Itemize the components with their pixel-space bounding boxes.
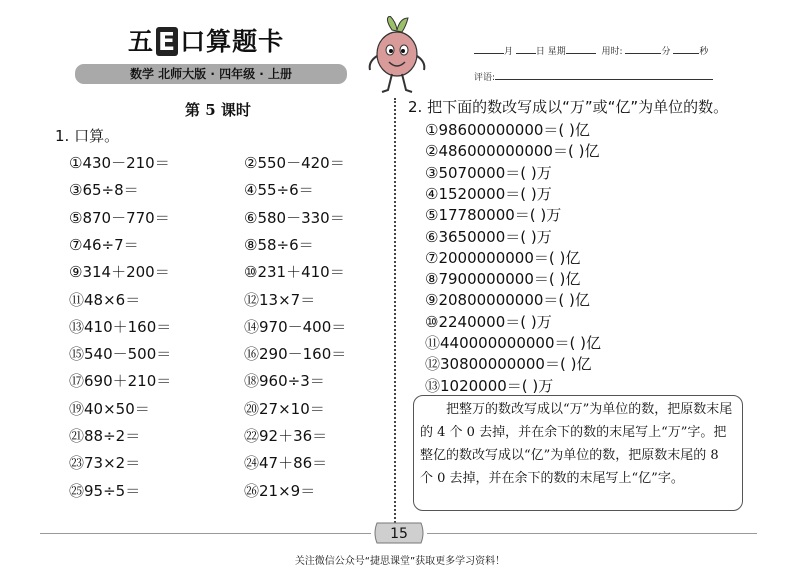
- page-number-badge: [371, 521, 427, 545]
- seconds-blank[interactable]: [673, 53, 699, 54]
- date-time-row: 月 日 星期 用时: 分 秒: [474, 44, 708, 57]
- math-problem: ③65÷8＝: [69, 181, 139, 200]
- math-problem: ⑱960÷3＝: [244, 372, 325, 391]
- math-problem: ⑫13×7＝: [244, 290, 316, 309]
- conversion-item: ⑫30800000000＝( )亿: [425, 355, 592, 374]
- day-blank[interactable]: [516, 53, 536, 54]
- math-problem: ⑰690＋210＝: [69, 372, 172, 391]
- math-problem: ⑭970－400＝: [244, 317, 347, 336]
- math-problem: ⑦46÷7＝: [69, 235, 139, 254]
- math-problem: ⑳27×10＝: [244, 399, 325, 418]
- subject-banner: 数学 北师大版 · 四年级 · 上册: [75, 64, 347, 84]
- math-problem: ⑤870－770＝: [69, 208, 170, 227]
- conversion-item: ⑤17780000＝( )万: [425, 206, 562, 225]
- math-problem: ㉒92＋36＝: [244, 427, 328, 445]
- conversion-item: ②486000000000＝( )亿: [425, 142, 600, 161]
- title-part-five: 五: [128, 27, 155, 56]
- math-problem: ㉓73×2＝: [69, 454, 141, 473]
- math-problem: ⑬410＋160＝: [69, 317, 172, 336]
- month-blank[interactable]: [474, 53, 504, 54]
- conversion-item: ⑨20800000000＝( )亿: [425, 291, 590, 310]
- math-problem: ⑪48×6＝: [69, 290, 141, 309]
- conversion-item: ④1520000＝( )万: [425, 184, 552, 203]
- math-problem: ⑲40×50＝: [69, 399, 150, 418]
- column-divider: [394, 98, 396, 526]
- page-rule-right: [427, 533, 757, 534]
- math-problem: ②550－420＝: [244, 154, 345, 172]
- title-part-main: 口算题卡: [180, 27, 285, 56]
- conversion-item: ⑧7900000000＝( )亿: [425, 270, 581, 289]
- weekday-blank[interactable]: [566, 53, 596, 54]
- math-problem: ⑧58÷6＝: [244, 235, 314, 254]
- conversion-item: ⑩2240000＝( )万: [425, 312, 552, 331]
- math-problem: ㉑88÷2＝: [69, 427, 141, 445]
- tip-box: [413, 395, 743, 511]
- math-problem: ⑩231＋410＝: [244, 263, 345, 282]
- math-problem: ⑯290－160＝: [244, 345, 347, 364]
- math-problem: ①430－210＝: [69, 154, 170, 172]
- review-blank[interactable]: [495, 79, 713, 80]
- page-title: [128, 22, 284, 58]
- title-part-e: E: [158, 27, 177, 56]
- minutes-blank[interactable]: [625, 53, 661, 54]
- section2-title: 2. 把下面的数改写成以“万”或“亿”为单位的数。: [408, 98, 729, 116]
- radish-mascot-icon: [362, 16, 432, 96]
- conversion-item: ⑦2000000000＝( )亿: [425, 248, 581, 267]
- conversion-item: ①98600000000＝( )亿: [425, 121, 590, 139]
- lesson-title: 第 5 课时: [185, 101, 251, 119]
- page-number: 15: [390, 526, 408, 542]
- conversion-item: ⑥3650000＝( )万: [425, 227, 552, 246]
- section1-title: 1. 口算。: [55, 127, 120, 145]
- math-problem: ㉔47＋86＝: [244, 454, 328, 473]
- math-problem: ㉕95÷5＝: [69, 481, 141, 500]
- math-problem: ④55÷6＝: [244, 181, 314, 200]
- review-row: 评语:: [474, 70, 713, 83]
- footer-text: 关注微信公众号“捷思课堂”获取更多学习资料！: [294, 556, 506, 567]
- math-problem: ㉖21×9＝: [244, 481, 316, 500]
- conversion-item: ⑬1020000＝( )万: [425, 376, 554, 395]
- conversion-item: ③5070000＝( )万: [425, 163, 552, 182]
- conversion-item: ⑪440000000000＝( )亿: [425, 334, 601, 352]
- page-rule-left: [40, 533, 371, 534]
- math-problem: ⑮540－500＝: [69, 345, 172, 364]
- tip-text: 把整万的数改写成以“万”为单位的数，把原数末尾的 4 个 0 去掉，并在余下的数的末尾写上“万”字。把整亿的数改写成以“亿”为单位的数，把原数末尾的 8 个 0 去掉，并在余下的数的末尾写上“亿”字。: [420, 402, 733, 486]
- math-problem: ⑨314＋200＝: [69, 263, 170, 282]
- math-problem: ⑥580－330＝: [244, 208, 345, 227]
